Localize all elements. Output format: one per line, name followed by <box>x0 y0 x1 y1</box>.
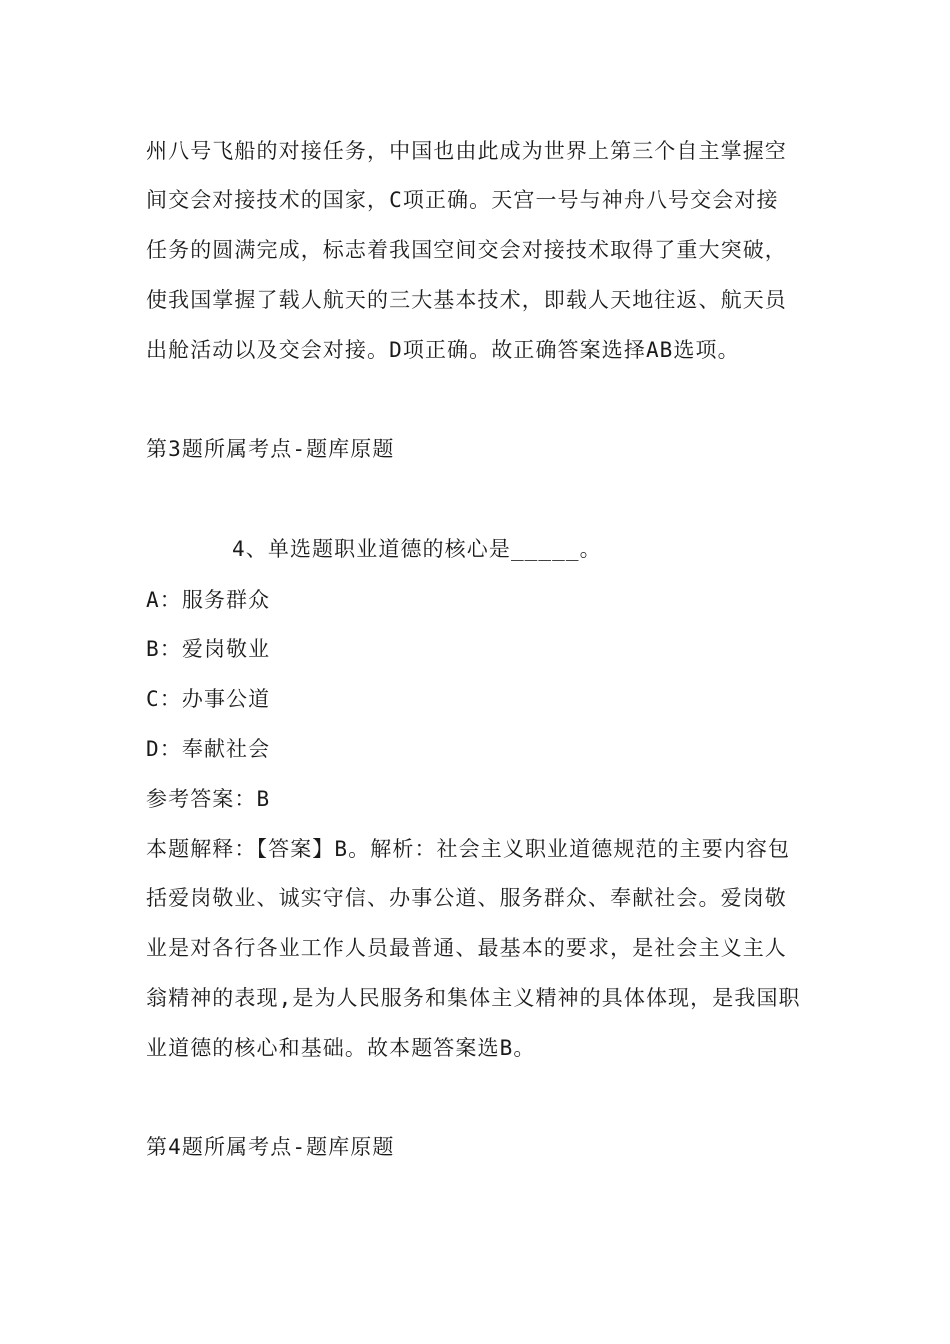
prev-explanation-line-4: 使我国掌握了载人航天的三大基本技术，即载人天地往返、航天员 <box>146 288 787 312</box>
q4-question: 4、单选题职业道德的核心是_____。 <box>232 537 602 561</box>
q4-explanation-line-4: 翁精神的表现,是为人民服务和集体主义精神的具体体现，是我国职 <box>146 986 801 1010</box>
q3-topic-label: 第3题所属考点-题库原题 <box>146 437 395 461</box>
q4-option-c: C：办事公道 <box>146 687 271 711</box>
prev-explanation-line-2: 间交会对接技术的国家，C项正确。天宫一号与神舟八号交会对接 <box>146 188 779 212</box>
prev-explanation-line-1: 州八号飞船的对接任务，中国也由此成为世界上第三个自主掌握空 <box>146 139 787 163</box>
q4-topic-label: 第4题所属考点-题库原题 <box>146 1135 395 1159</box>
prev-explanation-line-3: 任务的圆满完成，标志着我国空间交会对接技术取得了重大突破， <box>146 238 787 262</box>
q4-answer: 参考答案：B <box>146 787 271 811</box>
q4-explanation-line-2: 括爱岗敬业、诚实守信、办事公道、服务群众、奉献社会。爱岗敬 <box>146 886 787 910</box>
q4-option-a: A：服务群众 <box>146 588 271 612</box>
q4-option-b: B：爱岗敬业 <box>146 637 271 661</box>
q4-option-d: D：奉献社会 <box>146 737 271 761</box>
q4-explanation-line-3: 业是对各行各业工作人员最普通、最基本的要求，是社会主义主人 <box>146 936 787 960</box>
prev-explanation-line-5: 出舱活动以及交会对接。D项正确。故正确答案选择AB选项。 <box>146 338 740 362</box>
q4-explanation-line-1: 本题解释：【答案】B。解析：社会主义职业道德规范的主要内容包 <box>146 837 791 861</box>
q4-explanation-line-5: 业道德的核心和基础。故本题答案选B。 <box>146 1036 536 1060</box>
